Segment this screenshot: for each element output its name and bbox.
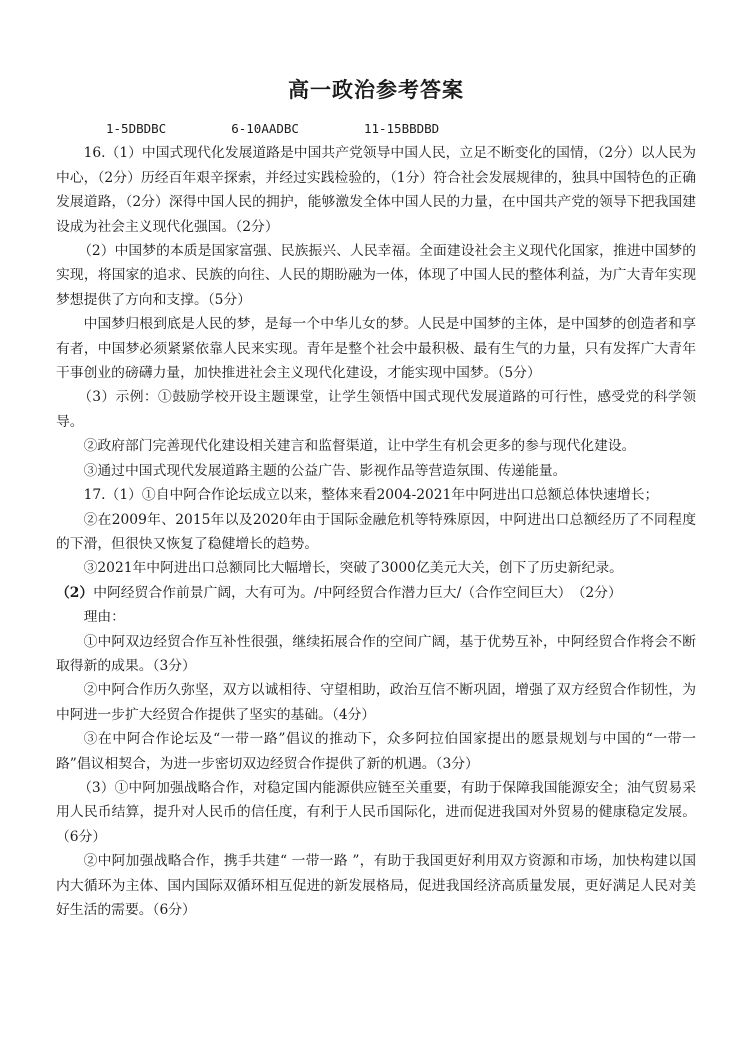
q17-part2-reason-label: 理由： (83, 609, 125, 626)
q16-part2: （2）中国梦的本质是国家富强、民族振兴、人民幸福。全面建设社会主义现代化国家，推进中国梦的实现，将国家的追求、民族的向往、人民的期盼融为一体，体现了中国人民的整体利益，为广大青年实现梦想提供了方向和支撑。（5分） (56, 243, 696, 308)
q16-part3-example-1: （3）示例：①鼓励学校开设主题课堂，让学生领悟中国式现代发展道路的可行性，感受党的科学领导。 (56, 389, 696, 430)
multiple-choice-answers (56, 117, 696, 141)
q17-part2-text: 中阿经贸合作前景广阔，大有可为。/中阿经贸合作潜力巨大/（合作空间巨大） （2分） (93, 584, 622, 601)
q17-part2-label: （2） (56, 584, 94, 601)
q17-part2-reason-2: ②中阿合作历久弥坚，双方以诚相待、守望相助，政治互信不断巩固，增强了双方经贸合作韧性，为中阿进一步扩大经贸合作提供了坚实的基础。（4分） (56, 682, 696, 723)
q17-part1-point3: ③2021年中阿进出口总额同比大幅增长，突破了3000亿美元大关，创下了历史新纪录。 (83, 560, 623, 577)
mc-answer-11-15: 11-15BBDBD (363, 121, 440, 136)
q17-part3-point1: （3）①中阿加强战略合作，对稳定国内能源供应链至关重要，有助于保障我国能源安全；油气贸易采用人民币结算，提升对人民币的信任度，有利于人民币国际化，进而促进我国对外贸易的健康稳定发展。（6分） (56, 779, 696, 845)
q17-part2-conclusion (56, 581, 696, 605)
q17-part3-point2: ②中阿加强战略合作，携手共建“ 一带一路 ”，有助于我国更好利用双方资源和市场，加快构建以国内大循环为主体、国内国际双循环相互促进的新发展格局，促进我国经济高质量发展，更好满足人民对美好生活的需要。（6分） (56, 853, 696, 918)
mc-answer-6-10: 6-10AADBC (231, 121, 299, 136)
q16-part2-continued: 中国梦归根到底是人民的梦，是每一个中华儿女的梦。人民是中国梦的主体，是中国梦的创造者和享有者，中国梦必须紧紧依靠人民来实现。青年是整个社会中最积极、最有生气的力量，只有发挥广大青年干事创业的磅礴力量，加快推进社会主义现代化建设，才能实现中国梦。（5分） (56, 316, 696, 382)
q16-part3-example-3: ③通过中国式现代发展道路主题的公益广告、影视作品等营造氛围、传递能量。 (83, 462, 567, 479)
q16-part1: 16.（1）中国式现代化发展道路是中国共产党领导中国人民，立足不断变化的国情，（2分）以人民为中心，（2分）历经百年艰辛探索，并经过实践检验的，（1分）符合社会发展规律的，独具中国特色的正确发展道路，（2分）深得中国人民的拥护，能够激发全体中国人民的力量，在中国共产党的领导下把我国建设成为社会主义现代化强国。（2分） (56, 145, 696, 235)
q17-part1-point1: 17.（1）①自中阿合作论坛成立以来，整体来看2004-2021年中阿进出口总额总体快速增长； (83, 487, 659, 504)
answer-content (56, 117, 696, 922)
page-title: 高一政治参考答案 (288, 78, 464, 102)
q16-part3-example-2: ②政府部门完善现代化建设相关建言和监督渠道，让中学生有机会更多的参与现代化建设。 (83, 438, 636, 455)
q17-part2-reason-3: ③在中阿合作论坛及“一带一路”倡议的推动下，众多阿拉伯国家提出的愿景规划与中国的“一带一路”倡议相契合，为进一步密切双边经贸合作提供了新的机遇。（3分） (56, 731, 696, 772)
mc-answer-1-5: 1-5DBDBC (106, 121, 167, 136)
q17-part1-point2: ②在2009年、2015年以及2020年由于国际金融危机等特殊原因，中阿进出口总额经历了不同程度的下滑，但很快又恢复了稳健增长的趋势。 (56, 511, 696, 552)
q17-part2-reason-1: ①中阿双边经贸合作互补性很强，继续拓展合作的空间广阔，基于优势互补，中阿经贸合作将会不断取得新的成果。（3分） (56, 633, 696, 674)
